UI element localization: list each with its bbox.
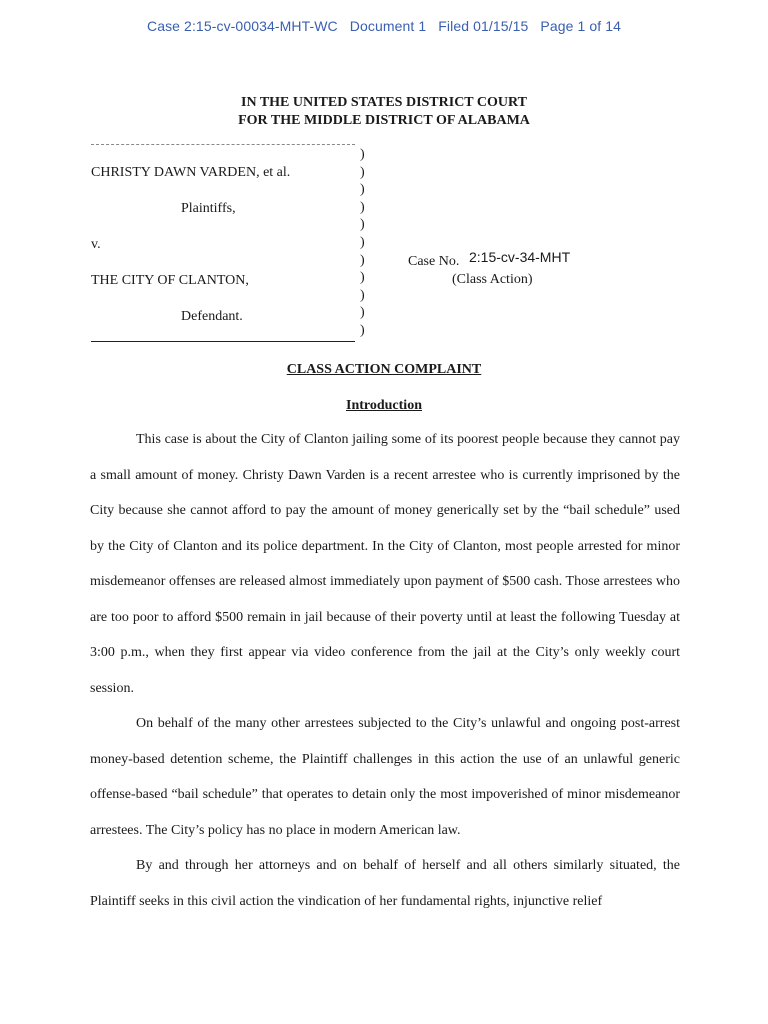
court-title	[0, 94, 768, 130]
case-number-value: 2:15-cv-34-MHT	[469, 249, 571, 265]
ecf-header-stamp	[0, 18, 768, 34]
case-type: (Class Action)	[452, 272, 533, 287]
plaintiff-name: CHRISTY DAWN VARDEN, et al.	[91, 165, 291, 180]
caption-paren: )	[360, 234, 365, 250]
caption-top-rule	[91, 144, 355, 145]
court-title-line-1: IN THE UNITED STATES DISTRICT COURT	[241, 95, 527, 110]
document-number-stamp: Document 1	[349, 18, 427, 34]
filed-date-stamp: Filed 01/15/15	[438, 18, 529, 34]
caption-paren: )	[360, 287, 365, 303]
case-number-stamp: Case 2:15-cv-00034-MHT-WC	[146, 18, 338, 34]
caption-parenthesis-column	[360, 146, 372, 340]
caption-paren: )	[360, 147, 365, 162]
body-paragraph-2: On behalf of the many other arrestees subjected to the City’s unlawful and ongoing post-arrest money-based detention scheme, the Plaintiff challenges in this action the use of an unlawful generic offense-based “bail schedule” that operates to detain only the most impoverished of minor misdemeanor arrestees. The City’s policy has no place in modern American law.	[90, 716, 680, 838]
body-paragraph-3: By and through her attorneys and on behalf of herself and all others similarly situated, the Plaintiff seeks in this civil action the vindication of her fundamental rights, injunctive relief	[90, 858, 680, 909]
caption-paren: )	[360, 164, 365, 180]
body-paragraph-1: This case is about the City of Clanton jailing some of its poorest people because they cannot pay a small amount of money. Christy Dawn Varden is a recent arrestee who is currently imprisoned by the City because she cannot afford to pay the amount of money generically set by the “bail schedule” used by the City of Clanton and its police department. In the City of Clanton, most people arrested for minor misdemeanor offenses are released almost immediately upon payment of $500 cash. Those arrestees who are too poor to afford $500 remain in jail because of their poverty until at least the following Tuesday at 3:00 p.m., when they first appear via video conference from the jail at the City’s only weekly court session.	[90, 432, 680, 696]
caption-paren: )	[360, 252, 365, 268]
court-title-line-2: FOR THE MIDDLE DISTRICT OF ALABAMA	[238, 113, 530, 128]
defendant-role: Defendant.	[181, 309, 243, 324]
caption-paren: )	[360, 322, 365, 338]
page-number-stamp: Page 1 of 14	[540, 18, 621, 34]
caption-paren: )	[360, 199, 365, 215]
caption-paren: )	[360, 217, 365, 233]
complaint-body	[90, 422, 680, 919]
complaint-heading: CLASS ACTION COMPLAINT	[286, 362, 482, 377]
versus-label: v.	[91, 237, 101, 252]
caption-paren: )	[360, 182, 365, 198]
caption-paren: )	[360, 270, 365, 286]
caption-paren: )	[360, 305, 365, 321]
plaintiff-role: Plaintiffs,	[181, 201, 236, 216]
introduction-heading: Introduction	[346, 398, 422, 413]
case-number-label: Case No.	[408, 254, 460, 269]
caption-bottom-rule	[91, 341, 355, 342]
defendant-name: THE CITY OF CLANTON,	[91, 273, 249, 288]
